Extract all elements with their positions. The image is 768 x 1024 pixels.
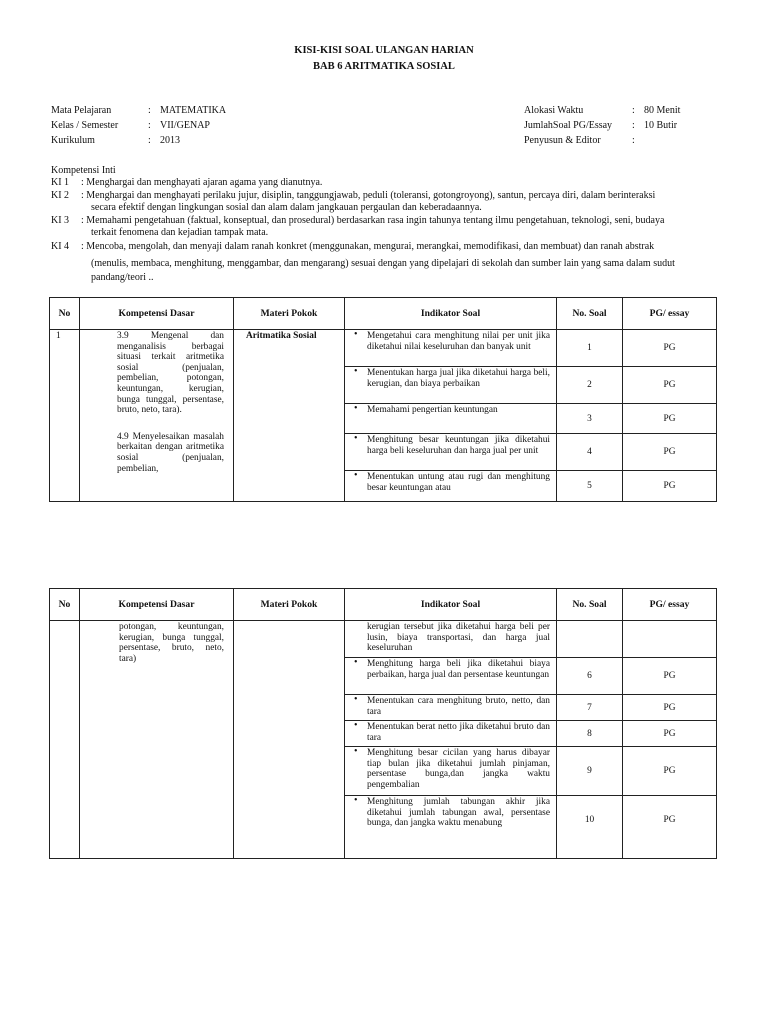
meta-label: Mata Pelajaran [51,105,112,116]
ki-item [51,215,716,227]
header-mp: Materi Pokok [234,589,345,621]
kisi-table-2 [49,588,717,859]
header-pg: PG/ essay [623,298,717,330]
ki-tag: KI 2 [51,189,70,201]
kd-content [80,330,233,474]
pg-item: PG [623,367,716,404]
ki-heading: Kompetensi Inti [51,165,116,176]
cell-kd [80,621,234,859]
indicator-item: • Menghitung besar keuntungan jika diketahui harga beli keseluruhan dan harga jual per unit [345,434,556,471]
ki-indent [51,272,81,284]
indicator-item: • Menentukan untung atau rugi dan menghitung besar keuntungan atau [345,471,556,496]
pg-item: PG [623,695,716,721]
cell-kd [80,330,234,502]
meta-label: Kelas / Semester [51,120,119,131]
doc-subtitle: BAB 6 ARITMATIKA SOSIAL [313,61,455,72]
ki-indent [51,227,81,239]
meta-label: JumlahSoal PG/Essay [524,120,613,131]
meta-right [524,103,680,148]
meta-label: Kurikulum [51,135,95,146]
header-ind: Indikator Soal [345,298,557,330]
cell-no: 1 [50,330,80,502]
kd-text: 3.9 Mengenal dan menganalisis berbagai situasi terkait aritmetika sosial (penjualan, pembelian, potongan, keuntungan, kerugian, bunga tunggal, persentase, bruto, neto, tara). [117,331,224,416]
indicator-item: • Menghitung jumlah tabungan akhir jika diketahui jumlah tabungan awal, persentase bunga, dan jangka waktu menabung [345,796,556,844]
cell-indicators [345,621,557,859]
pg-item: PG [623,404,716,434]
meta-left [51,103,226,148]
indicator-item: • Mengetahui cara menghitung nilai per unit jika diketahui nilai keseluruhan dan banyak unit [345,330,556,367]
header-ns: No. Soal [557,589,623,621]
ki-item-cont [51,227,716,239]
meta-row-subject [51,103,226,118]
meta-row-curriculum [51,133,226,148]
cell-pg [623,330,717,502]
ki-item [51,190,716,202]
header-no: No [50,298,80,330]
nosoal-item: 3 [557,404,622,434]
ki-indent [51,258,81,270]
meta-sep: : [632,120,635,131]
ki-item-cont [51,272,716,284]
meta-sep: : [148,105,151,116]
header-no: No [50,589,80,621]
pg-item: PG [623,330,716,367]
indicator-item: kerugian tersebut jika diketahui harga beli per lusin, biaya transportasi, dan harga jual keseluruhan [345,621,556,658]
meta-row-author [524,133,680,148]
cell-indicators [345,330,557,502]
ki-indent [51,202,81,214]
ki-tag: KI 1 [51,177,70,189]
pg-item: PG [623,658,716,695]
nosoal-item [557,621,622,658]
ki-text: secara efektif dengan lingkungan sosial dan alam dalam jangkauan pergaulan dan keberadaannya. [91,202,482,214]
pg-item: PG [623,434,716,471]
ki-item [51,241,716,253]
kd-text: potongan, keuntungan, kerugian, bunga tunggal, persentase, bruto, neto, tara) [119,622,224,664]
nosoal-item: 8 [557,721,622,747]
ki-tag: KI 4 [51,241,70,253]
nosoal-item: 4 [557,434,622,471]
header-kd: Kompetensi Dasar [80,589,234,621]
ki-text: : Menghargai dan menghayati perilaku jujur, disiplin, tanggungjawab, peduli (toleransi, gotongroyong), santun, percaya diri, dalam berinteraksi [81,189,656,201]
cell-nosoal [557,330,623,502]
ki-text: : Mencoba, mengolah, dan menyaji dalam ranah konkret (menggunakan, mengurai, merangkai, memodifikasi, dan membuat) dan ranah abstrak [81,241,655,253]
meta-sep: : [632,105,635,116]
pg-item: PG [663,815,676,825]
meta-label: Alokasi Waktu [524,105,584,116]
ki-text: pandang/teori .. [91,272,154,284]
ki-item [51,177,716,189]
ki-text: : Menghargai dan menghayati ajaran agama yang dianutnya. [81,177,323,189]
nosoal-item: 6 [557,658,622,695]
header-mp: Materi Pokok [234,298,345,330]
header-ind: Indikator Soal [345,589,557,621]
header-pg: PG/ essay [623,589,717,621]
indicator-item: • Menghitung besar cicilan yang harus dibayar tiap bulan jika diketahui jumlah pinjaman, persentase bunga,dan jangka waktu pengembalian [345,747,556,796]
nosoal-item: 1 [557,330,622,367]
table-header-row [50,589,717,621]
indicator-item: • Menentukan cara menghitung bruto, netto, dan tara [345,695,556,721]
meta-value: 80 Menit [644,105,681,116]
indicator-item: • Menghitung harga beli jika diketahui biaya perbaikan, harga jual dan persentase keuntungan [345,658,556,695]
indicator-item: • Menentukan berat netto jika diketahui bruto dan tara [345,721,556,747]
kompetensi-inti [51,165,716,285]
table-row [50,621,717,859]
meta-row-count [524,118,680,133]
kd-text: 4.9 Menyelesaikan masalah berkaitan dengan aritmetika sosial (penjualan, pembelian, [117,431,224,474]
header-ns: No. Soal [557,298,623,330]
kd-gap [117,416,224,432]
kisi-table-1 [49,297,717,502]
table-header-row [50,298,717,330]
meta-sep: : [148,120,151,131]
meta-value: 10 Butir [644,120,678,131]
cell-mp [234,621,345,859]
indicator-item: • Memahami pengertian keuntungan [345,404,556,434]
nosoal-item: 2 [557,367,622,404]
nosoal-item: 9 [557,747,622,796]
pg-item [623,621,716,658]
ki-item-cont [51,202,716,214]
header-kd: Kompetensi Dasar [80,298,234,330]
cell-mp: Aritmatika Sosial [234,330,345,502]
meta-value: 2013 [160,135,180,146]
nosoal-item: 7 [557,695,622,721]
ki-text: (menulis, membaca, menghitung, menggambar, dan mengarang) sesuai dengan yang dipelajari di sekolah dan sumber lain yang sama dalam sudut [91,257,675,269]
nosoal-item: 5 [587,480,592,491]
meta-label: Penyusun & Editor [524,135,601,146]
meta-value: MATEMATIKA [160,105,227,116]
ki-text: terkait fenomena dan kejadian tampak mata. [91,227,269,239]
nosoal-item: 10 [584,815,595,825]
pg-item: PG [663,480,676,491]
meta-sep: : [148,135,151,146]
pg-item: PG [623,747,716,796]
ki-tag: KI 3 [51,214,70,226]
pg-item: PG [623,721,716,747]
ki-item-cont [51,258,716,270]
indicator-item: • Menentukan harga jual jika diketahui harga beli, kerugian, dan biaya perbaikan [345,367,556,404]
doc-title: KISI-KISI SOAL ULANGAN HARIAN [294,45,474,56]
table-row [50,330,717,502]
meta-row-class [51,118,226,133]
cell-pg [623,621,717,859]
ki-text: : Memahami pengetahuan (faktual, konseptual, dan prosedural) berdasarkan rasa ingin tahunya tentang ilmu pengetahuan, teknologi, seni, budaya [81,214,665,226]
meta-sep: : [632,135,635,146]
meta-row-time [524,103,680,118]
cell-nosoal [557,621,623,859]
meta-value: VII/GENAP [160,120,210,131]
cell-no [50,621,80,859]
